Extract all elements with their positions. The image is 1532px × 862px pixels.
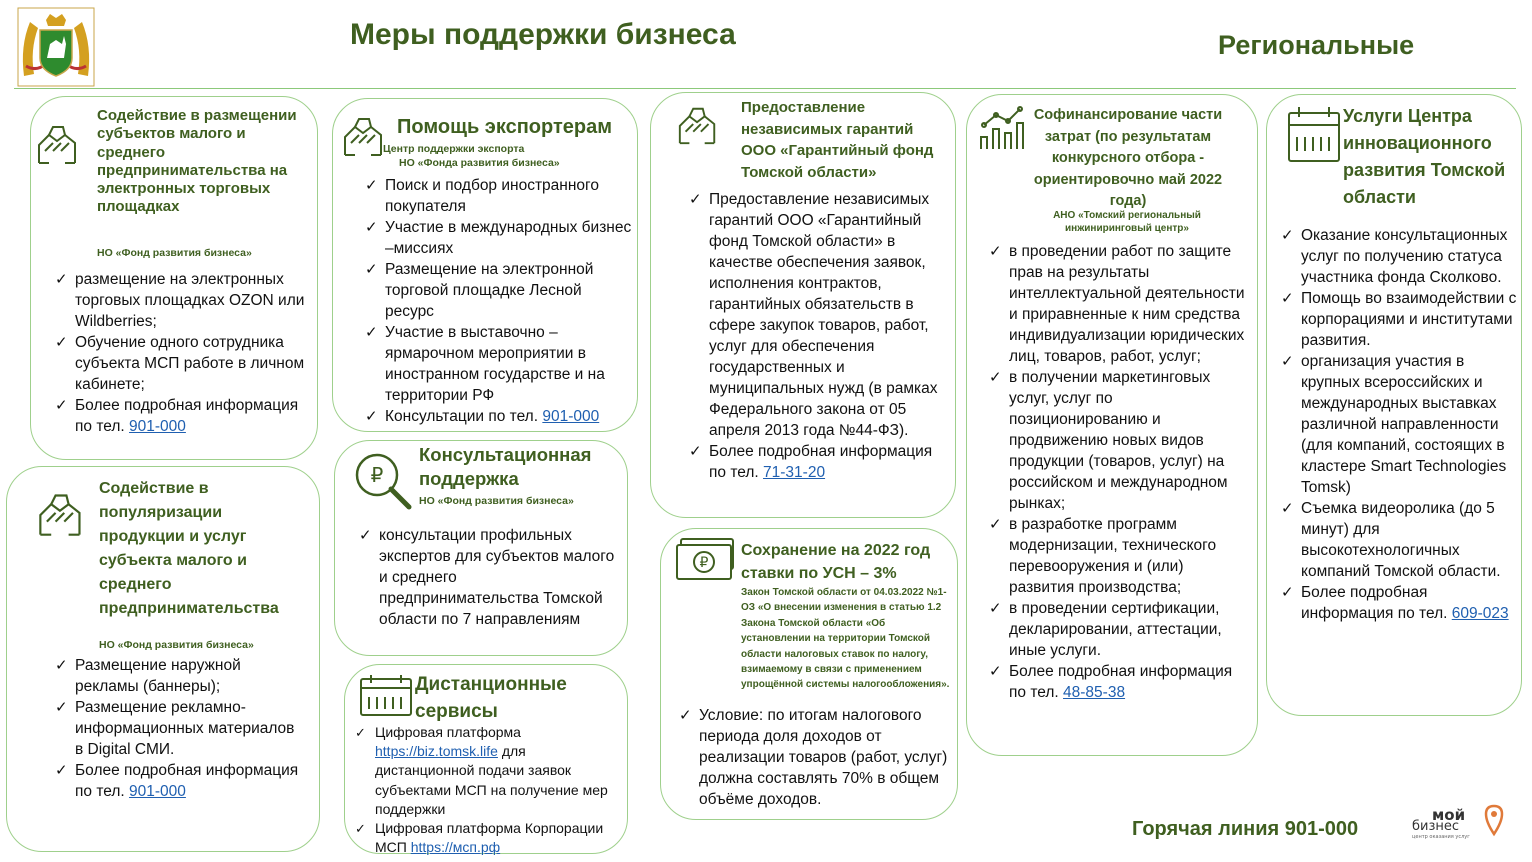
tomsk-region-emblem: [16, 6, 96, 88]
list-item: ✓ Участие в международных бизнес –миссиях: [363, 217, 633, 259]
item-text: Более подробная информация по тел.: [709, 443, 933, 481]
card-title: Содействие в популяризации продукции и услуг субъекта малого и среднего предпринимательства: [99, 480, 279, 617]
card-title: Предоставление независимых гарантий ООО «Гарантийный фонд Томской области»: [741, 99, 934, 181]
list-item: [53, 395, 309, 437]
item-text: Более подробная информация по тел.: [75, 762, 299, 800]
item-list: [53, 269, 309, 437]
item-list: [53, 655, 303, 802]
logo-line1: мой: [1432, 806, 1466, 824]
logo-line2: бизнес: [1412, 819, 1460, 834]
svg-text:₽: ₽: [699, 555, 709, 571]
card-product-promotion: [6, 466, 320, 852]
list-item: [353, 723, 623, 819]
card-title: Сохранение на 2022 год ставки по УСН – 3%: [741, 542, 931, 582]
phone-link[interactable]: 901-000: [129, 783, 186, 800]
card-org: НО «Фонд развития бизнеса»: [97, 247, 252, 259]
handshake-icon: [671, 103, 725, 147]
card-innovation-center: [1266, 94, 1522, 716]
handshake-icon: [339, 113, 389, 159]
banknote-icon: [675, 537, 737, 583]
item-list: [687, 189, 947, 483]
phone-link[interactable]: 609-023: [1451, 605, 1509, 622]
item-list: [1279, 225, 1517, 624]
list-item: ✓ Участие в выставочно – ярмарочном мероприятии в иностранном государстве и на территории РФ: [363, 322, 633, 406]
law-reference: Закон Томской области от 04.03.2022 №1-ОЗ «О внесении изменения в статью 1.2 Закона Томской области «Об установлении на территории Томской области налоговых ставок по налогу, взимаемому в связи с применением упрощённой системы налогообложения».: [741, 587, 950, 691]
list-item: ✓ консультации профильных экспертов для субъектов малого и среднего предпринимательства Томской области по 7 направлениям: [357, 525, 617, 630]
list-item: ✓ Предоставление независимых гарантий ООО «Гарантийный фонд Томской области» в качестве обеспечения заявок, исполнения контрактов, гарантийных обязательств в сфере закупок товаров, работ, услуг для обеспечения государственных и муниципальных нужд (в рамках Федерального закона от 05 апреля 2013 года №44-ФЗ).: [687, 189, 947, 441]
list-item: ✓ Съемка видеоролика (до 5 минут) для высокотехнологичных компаний Томской области.: [1279, 498, 1517, 582]
bar-chart-icon: [977, 105, 1027, 151]
list-item: ✓ размещение на электронных торговых площадках OZON или Wildberries;: [53, 269, 309, 332]
card-usn-rate: [660, 528, 958, 820]
item-list: [677, 705, 953, 810]
phone-link[interactable]: 901-000: [129, 418, 186, 435]
logo-subtitle: центр оказания услуг: [1412, 834, 1470, 840]
card-org: НО «Фонд развития бизнеса»: [99, 639, 254, 651]
list-item: ✓ в проведении сертификации, декларировании, аттестации, иные услуги.: [987, 598, 1249, 661]
list-item: ✓ в разработке программ модернизации, технического перевооружения и (или) развития производства;: [987, 514, 1249, 598]
item-list: [353, 723, 623, 857]
phone-link[interactable]: 48-85-38: [1063, 684, 1126, 701]
card-org: АНО «Томский региональный инжиниринговый центр»: [1053, 210, 1201, 234]
card-org-line2: НО «Фонда развития бизнеса»: [399, 157, 560, 169]
item-text: Цифровая платформа: [375, 724, 521, 740]
card-title: Консультационная поддержка: [419, 444, 592, 489]
handshake-icon: [35, 121, 81, 167]
item-list: [987, 241, 1249, 703]
item-list: [363, 175, 633, 427]
card-title: Услуги Центра инновационного развития Томской области: [1343, 106, 1506, 207]
item-text: для дистанционной подачи заявок субъектами МСП на получение мер поддержки: [375, 743, 608, 817]
handshake-icon: [33, 489, 89, 539]
list-item: ✓ Поиск и подбор иностранного покупателя: [363, 175, 633, 217]
list-item: [363, 406, 633, 427]
item-text: Более подробная информация по тел.: [75, 397, 299, 435]
item-text: Консультации по тел.: [385, 408, 539, 425]
hotline-text: Горячая линия 901-000: [1132, 818, 1359, 840]
moy-biznes-logo: [1408, 800, 1512, 844]
card-export-help: [332, 98, 638, 432]
biz-tomsk-link[interactable]: https://biz.tomsk.life: [375, 743, 498, 760]
calendar-icon: [359, 675, 413, 717]
card-cofinancing: [966, 94, 1258, 756]
regional-label: Региональные: [1218, 30, 1415, 60]
list-item: ✓ Помощь во взаимодействии с корпорациями и институтами развития.: [1279, 288, 1517, 351]
header-divider: [14, 88, 1516, 89]
phone-link[interactable]: 901-000: [542, 408, 600, 425]
calendar-icon: [1287, 107, 1341, 163]
list-item: ✓ Оказание консультационных услуг по получению статуса участника фонда Сколково.: [1279, 225, 1517, 288]
list-item: [353, 819, 623, 857]
card-consulting-support: [334, 440, 628, 656]
list-item: ✓ Обучение одного сотрудника субъекта МСП работе в личном кабинете;: [53, 332, 309, 395]
list-item: ✓ организация участия в крупных всероссийских и международных выставках различной направленности (для компаний, состоящих в кластере Smart Technologies Tomsk): [1279, 351, 1517, 498]
card-marketplace-placement: [30, 96, 318, 460]
list-item: ✓ в получении маркетинговых услуг, услуг по позиционированию и продвижению новых видов продукции (товаров, услуг) на российском и международном рынках;: [987, 367, 1249, 514]
card-title: Содействие в размещении субъектов малого и среднего предпринимательства на электронных торговых площадках: [97, 107, 297, 216]
list-item: [687, 441, 947, 483]
item-list: [357, 525, 617, 630]
magnifier-ruble-icon: [351, 449, 417, 515]
card-title: Дистанционные сервисы: [415, 674, 567, 722]
list-item: [987, 661, 1249, 703]
phone-link[interactable]: 71-31-20: [763, 464, 826, 481]
page-title: Меры поддержки бизнеса: [350, 18, 736, 51]
card-guarantees: [650, 92, 956, 518]
list-item: ✓ Размещение наружной рекламы (баннеры);: [53, 655, 303, 697]
card-remote-services: [344, 664, 628, 854]
card-title: Софинансирование части затрат (по результатам конкурсного отбора - ориентировочно май 2022 года): [1033, 107, 1223, 209]
card-org: НО «Фонд развития бизнеса»: [419, 495, 574, 507]
list-item: [1279, 582, 1517, 624]
item-text: Более подробная информация по тел.: [1009, 663, 1233, 701]
list-item: ✓ Размещение рекламно-информационных материалов в Digital СМИ.: [53, 697, 303, 760]
card-org-line1: Центр поддержки экспорта: [383, 143, 525, 155]
list-item: ✓ Размещение на электронной торговой площадке Лесной ресурс: [363, 259, 633, 322]
msp-rf-link[interactable]: https://мсп.рф: [410, 839, 501, 856]
list-item: ✓ в проведении работ по защите прав на результаты интеллектуальной деятельности и приравненные к ним средства индивидуализации юридических лиц, товаров, работ, услуг;: [987, 241, 1249, 367]
item-text: Цифровая платформа Корпорации МСП: [375, 820, 604, 856]
svg-text:₽: ₽: [370, 463, 384, 487]
list-item: [53, 760, 303, 802]
card-title: Помощь экспортерам: [397, 116, 613, 138]
item-text: Более подробная информация по тел.: [1301, 584, 1448, 622]
list-item: ✓ Условие: по итогам налогового периода доля доходов от реализации товаров (работ, услуг) должна составлять 70% в общем объёме доходов.: [677, 705, 953, 810]
